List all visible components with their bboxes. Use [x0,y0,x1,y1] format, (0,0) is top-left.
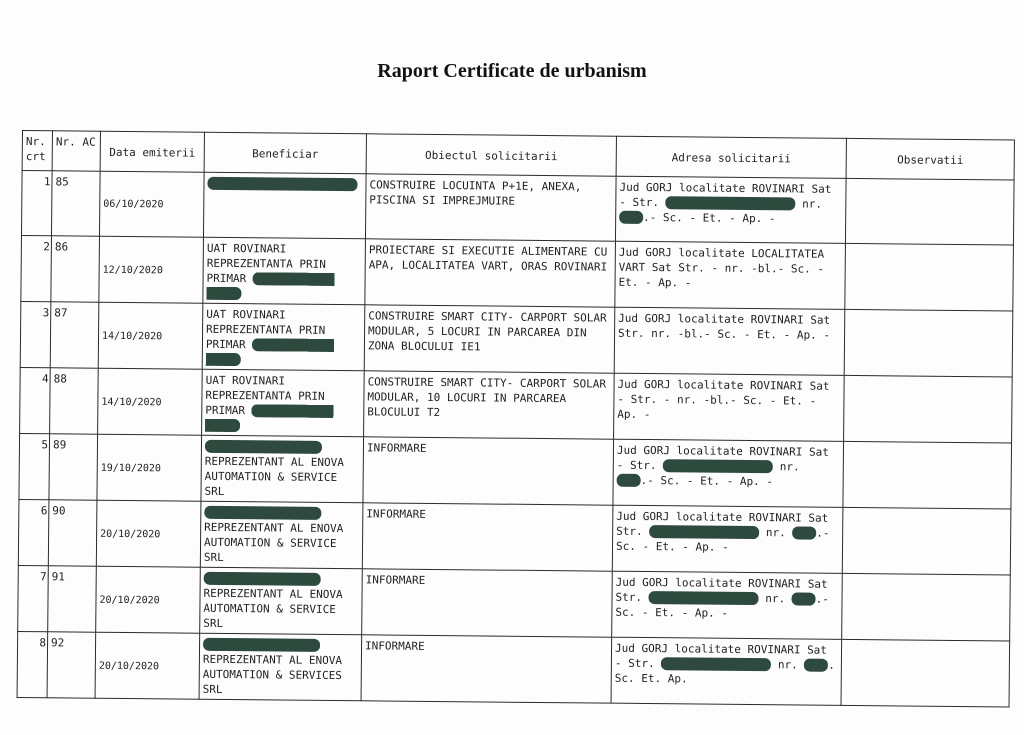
cell-obiect: CONSTRUIRE LOCUINTA P+1E, ANEXA, PISCINA SI IMPREJMUIRE [365,174,616,241]
redacted-name: DUMITRASCU MARIUS [203,638,320,652]
cell-observatii [844,375,1013,443]
redacted-name: DUMITRASCU MARIUS [205,440,322,454]
table-row [17,631,1010,707]
cell-nr-crt: 3 [20,301,51,367]
adresa-text: Jud GORJ localitate ROVINARI Sat - Str. [619,181,831,209]
cell-adresa [612,571,843,639]
redacted-number: 1bl [804,659,828,672]
cell-date: 20/10/2020 [96,500,201,567]
cell-beneficiar [202,303,365,371]
cell-obiect: INFORMARE [362,503,613,571]
redacted-number: 1bl [792,592,816,605]
beneficiar-text-after: REPREZENTANT AL ENOVA AUTOMATION & SERVICES SRL [203,653,342,696]
cell-beneficiar [200,501,363,569]
adresa-text-after: .- Sc. - Et. - Ap. - [615,593,829,620]
cell-nr-crt: 2 [21,235,52,301]
cell-adresa [614,373,845,441]
redacted-name: FILIP ROBERT DORIN [206,272,334,300]
adresa-text: Jud GORJ localitate ROVINARI Sat Str. [616,510,828,538]
adresa-text-after: . Sc. Et. Ap. [615,659,835,686]
redacted-number: 1bl [792,526,816,539]
adresa-text-after: .- Sc. - Et. - Ap. - [640,474,773,488]
adresa-text-after: .- Sc. - Et. - Ap. - [643,211,776,225]
cell-date: 20/10/2020 [96,566,201,633]
cell-obiect: INFORMARE [363,437,614,505]
cell-observatii [842,507,1011,575]
cell-nr-ac: 85 [51,171,100,236]
cell-obiect: CONSTRUIRE SMART CITY- CARPORT SOLAR MODULAR, 10 LOCURI IN PARCAREA BLOCULUI T2 [364,371,615,439]
redacted-street: ENERGETICIANULUI [649,525,759,539]
beneficiar-text-after: REPREZENTANT AL ENOVA AUTOMATION & SERVICE SRL [203,587,342,630]
cell-observatii [842,573,1011,641]
cell-observatii [845,178,1014,245]
cell-beneficiar [203,172,366,239]
cell-nr-ac: 91 [48,566,97,632]
col-header-nr-ac: Nr. AC [52,131,100,171]
cell-obiect: INFORMARE [362,569,613,637]
cell-nr-crt: 6 [18,499,49,565]
cell-nr-ac: 86 [51,236,100,302]
cell-obiect: INFORMARE [361,635,612,703]
adresa-nr-label: nr. [766,526,786,539]
adresa-text: Jud GORJ localitate LOCALITATEA VART Sat Str. - nr. -bl.- Sc. - Et. - Ap. - [619,246,825,290]
table-row [18,565,1011,641]
cell-adresa [611,637,842,705]
cell-nr-ac: 89 [49,434,98,500]
table-row [20,367,1013,443]
cell-beneficiar [202,369,365,437]
adresa-text-after: .- Sc. - Et. - Ap. - [616,527,830,554]
col-header-obiect: Obiectul solicitarii [366,134,616,176]
cell-adresa [615,241,846,309]
cell-obiect: CONSTRUIRE SMART CITY- CARPORT SOLAR MODULAR, 5 LOCURI IN PARCAREA DIN ZONA BLOCULUI IE1 [364,305,615,373]
cell-adresa [613,439,844,507]
adresa-text: Jud GORJ localitate ROVINARI Sat - Str. - nr. -bl.- Sc. - Et. - Ap. - [617,378,829,421]
certificates-table [17,130,1015,708]
redacted-name: FILIP ROBERT DORIN [205,404,333,432]
cell-date: 19/10/2020 [97,434,202,501]
adresa-nr-label: nr. [802,197,822,210]
redacted-name: DUMITRASCU MARIUS [204,506,321,520]
cell-observatii [845,243,1014,311]
cell-date: 06/10/2020 [99,171,204,237]
adresa-text: Jud GORJ localitate ROVINARI Sat Str. [615,576,827,604]
cell-adresa [612,505,843,573]
report-page [16,130,1014,734]
cell-adresa [614,307,845,375]
cell-adresa [615,176,846,243]
page-title: Raport Certificate de urbanism [0,60,1024,83]
cell-nr-crt: 5 [19,433,50,499]
cell-beneficiar [203,237,366,305]
redacted-street: ALEEA TRANDAFIRILOR [666,196,796,210]
adresa-text: Jud GORJ localitate ROVINARI Sat - Str. [617,444,829,472]
adresa-text: Jud GORJ localitate ROVINARI Sat - Str. [615,642,827,670]
beneficiar-text: UAT ROVINARI REPREZENTANTA PRIN PRIMAR [207,242,326,285]
col-header-observatii: Observatii [846,138,1014,180]
redacted-name: FILIP ROBERT DORIN [206,338,334,366]
redacted-number: 1bl [617,474,641,487]
table-row [18,499,1011,575]
beneficiar-text-after: REPREZENTANT AL ENOVA AUTOMATION & SERVICE SRL [204,455,343,498]
cell-nr-crt: 4 [20,367,51,433]
redacted-name: DUMITRASCU PAUL LUCIAN [207,177,357,191]
cell-observatii [841,639,1010,707]
beneficiar-text-after: REPREZENTANT AL ENOVA AUTOMATION & SERVICE SRL [204,521,343,564]
adresa-nr-label: nr. [765,592,785,605]
redacted-street: ENERGETICIANULUI [663,459,773,473]
cell-beneficiar [199,633,362,701]
col-header-beneficiar: Beneficiar [204,132,366,174]
col-header-adresa: Adresa solicitarii [616,136,846,178]
cell-nr-crt: 7 [18,565,49,631]
adresa-nr-label: nr. [778,658,798,671]
table-row [19,433,1012,509]
cell-observatii [844,309,1013,377]
cell-date: 12/10/2020 [99,236,204,303]
cell-nr-ac: 90 [48,500,97,566]
cell-nr-ac: 88 [50,368,99,434]
redacted-street: ENERGETICIANULUI [661,657,771,671]
col-header-data: Data emiterii [100,131,204,172]
cell-nr-ac: 87 [50,302,99,368]
beneficiar-text: UAT ROVINARI REPREZENTANTA PRIN PRIMAR [205,374,324,417]
table-row [21,235,1014,311]
col-header-nr-crt: Nr. crt [22,131,52,171]
cell-nr-crt: 1 [21,171,52,236]
beneficiar-text: UAT ROVINARI REPREZENTANTA PRIN PRIMAR [206,308,325,351]
redacted-name: DUMITRASCU MARIUS [204,572,321,586]
cell-date: 14/10/2020 [98,368,203,435]
table-row [20,301,1013,377]
cell-observatii [843,441,1012,509]
cell-nr-crt: 8 [17,631,48,697]
redacted-street: ENERGETICIANULUI [649,591,759,605]
cell-obiect: PROIECTARE SI EXECUTIE ALIMENTARE CU APA, LOCALITATEA VART, ORAS ROVINARI [365,239,616,307]
table-row [21,171,1014,246]
cell-nr-ac: 92 [47,632,96,698]
adresa-text: Jud GORJ localitate ROVINARI Sat Str. nr. -bl.- Sc. - Et. - Ap. - [618,312,830,342]
cell-beneficiar [201,435,364,503]
redacted-number: 1bl [619,211,643,224]
adresa-nr-label: nr. [780,460,800,473]
cell-date: 14/10/2020 [98,302,203,369]
cell-date: 20/10/2020 [95,632,200,699]
cell-beneficiar [200,567,363,635]
